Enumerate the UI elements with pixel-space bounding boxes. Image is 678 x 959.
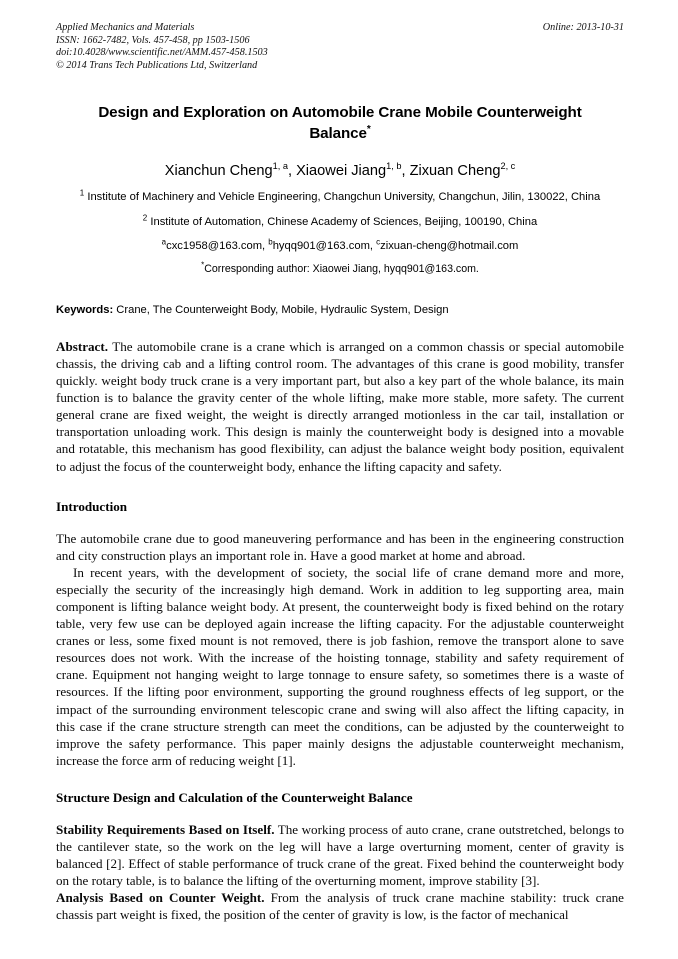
section-heading-introduction: Introduction	[56, 498, 128, 514]
keywords-label: Keywords:	[56, 303, 114, 316]
keywords-value: Crane, The Counterweight Body, Mobile, Hydraulic System, Design	[113, 303, 449, 316]
email-marker-b: b	[268, 237, 273, 247]
corresponding-text: Corresponding author: Xiaowei Jiang, hyqq901@163.com.	[204, 262, 479, 275]
email-marker-a: a	[161, 237, 167, 247]
author-name: Zixuan Cheng	[409, 163, 501, 180]
abstract-text: The automobile crane is a crane which is arranged on a common chassis or special automobile chassis, the driving cab and a lifting control room. The advantages of this crane is good mobility, transfer quickly. weight body truck crane is a very important part, but also a key part of the whole balance, its main function is to balance the gravity center of the whole lifting, make more stable, more safety. The current general crane are fixed weight, the weight is directly arranged motionless in the car tail, installation or transportation unloading work. This design is mainly the counterweight body is designed into a movable and rotatable, this mechanism has good flexibility, can adjust the balance weight body position, equivalent to adjust the focus of the counterweight body, enhance the lifting capacity and safety.	[56, 338, 624, 474]
journal-name: Applied Mechanics and Materials	[56, 22, 195, 33]
abstract-label: Abstract.	[56, 338, 108, 354]
subsection-lead-analysis: Analysis Based on Counter Weight.	[56, 890, 265, 906]
journal-masthead	[56, 22, 624, 72]
author-name: Xianchun Cheng	[164, 163, 273, 180]
affiliation-text: Institute of Machinery and Vehicle Engineering, Changchun University, Changchun, Jilin, 130022, China	[87, 191, 601, 204]
affiliation-text: Institute of Automation, Chinese Academy of Sciences, Beijing, 100190, China	[150, 215, 538, 228]
introduction-paragraph-2: In recent years, with the development of society, the social life of crane demand more and more, especially the security of the increasingly high demand. Work in addition to leg supporting area, main component is lifting balance weight body. At present, the counterweight body is fixed behind on the rotary table, very few use can be deployed again increase the lifting capacity. For the adjustable counterweight cranes or less, some fixed mount is not removed, there is job fashion, remove the transport alone to save resources does not work. With the increase of the hoisting tonnage, stability and safety requirement of crane. Equipment not hanging weight to large tonnage to ensure safety, so sometimes there is a waste of resources. If the lifting poor environment, supporting the ground roughness effects of leg support, or the impact of the surrounding environment telescopic crane and swing will also affect the lifting capacity, in this case if the crane structure strength can meet the conditions, can be adjusted by the counterweight to improve the safety performance. This paper mainly designs the adjustable counterweight mechanism, increase the force arm of reducing weight [1].	[56, 564, 624, 768]
journal-copyright: © 2014 Trans Tech Publications Ltd, Switzerland	[56, 59, 258, 71]
author-affil-marker: 2, c	[500, 161, 516, 172]
journal-issn: ISSN: 1662-7482, Vols. 457-458, pp 1503-1506	[56, 34, 250, 46]
email-address-b[interactable]: hyqq901@163.com,	[272, 240, 377, 253]
subsection-lead-stability: Stability Requirements Based on Itself.	[56, 821, 275, 837]
introduction-paragraph-1: The automobile crane due to good maneuvering performance and has been in the engineering construction and city construction plays an important role in. Have a good market at home and abroad.	[56, 530, 624, 563]
page-title-text: Design and Exploration on Automobile Crane Mobile Counterweight Balance	[98, 104, 582, 143]
affiliation-marker: 1	[79, 188, 85, 198]
corresponding-author-note	[56, 262, 624, 277]
email-address-c[interactable]: zixuan-cheng@hotmail.com	[380, 240, 519, 253]
author-affil-marker: 1, a	[272, 161, 288, 172]
affiliation-marker: 2	[142, 213, 148, 223]
section-heading-structure-design: Structure Design and Calculation of the Counterweight Balance	[56, 789, 413, 805]
subsection-stability-requirements	[56, 821, 624, 889]
author-affil-marker: 1, b	[386, 161, 402, 172]
affiliation-2	[56, 215, 624, 231]
author-list: Xianchun Cheng$^{1, a}$, Xiaowei Jiang$^{1, b}$, Zixuan Cheng$^{2, c}$	[164, 161, 516, 180]
abstract-paragraph	[56, 338, 624, 475]
affiliation-1	[56, 190, 624, 206]
author-emails	[56, 239, 624, 255]
masthead-left-block	[56, 22, 476, 72]
subsection-analysis-counter-weight	[56, 889, 624, 923]
author-name: Xiaowei Jiang	[296, 163, 387, 180]
title-footnote-marker: *	[366, 124, 371, 136]
page-title	[70, 102, 610, 144]
subsection-text-stability: The working process of auto crane, crane outstretched, belongs to the cantilever state, so the work on the leg will have a large overturning moment, center of gravity is balanced [2]. Effect of stable performance of truck crane of the great. Fixed behind the counterweight body on the rotary table, is to balance the lifting of the overturning moment, improve stability [3].	[56, 821, 624, 889]
email-address-a[interactable]: cxc1958@163.com,	[166, 240, 269, 253]
corresponding-marker: *	[201, 260, 205, 270]
keywords-line	[56, 303, 624, 318]
online-date: Online: 2013-10-31	[542, 22, 624, 33]
subsection-text-analysis: From the analysis of truck crane machine stability: truck crane chassis part weight is fixed, the position of the center of gravity is low, is the factor of mechanical	[56, 890, 624, 923]
email-marker-c: c	[376, 237, 381, 247]
journal-doi: doi:10.4028/www.scientific.net/AMM.457-458.1503	[56, 47, 268, 59]
